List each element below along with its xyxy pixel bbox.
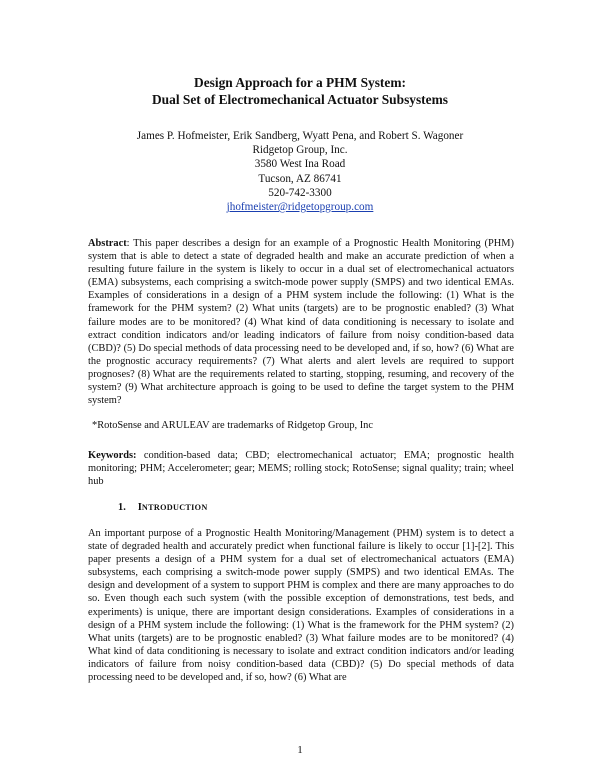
section-title-initial: I: [137, 502, 142, 513]
title-line-1: Design Approach for a PHM System:: [194, 75, 406, 90]
author-phone: 520-742-3300: [268, 186, 332, 199]
page-number: 1: [297, 744, 303, 756]
paper-title: [0, 74, 600, 108]
title-line-2: Dual Set of Electromechanical Actuator Subsystems: [152, 92, 448, 107]
keywords-label: Keywords:: [88, 450, 137, 461]
keywords-text: condition-based data; CBD; electromechanical actuator; EMA; prognostic health monitoring; PHM; Accelerometer; gear; MEMS; rolling stock; RotoSense; signal quality; train; wheel hub: [88, 450, 514, 488]
section-title-rest: NTRODUCTION: [141, 503, 208, 512]
introduction-paragraph: An important purpose of a Prognostic Health Monitoring/Management (PHM) system is to detect a state of degraded health and accurately predict when functional failure is likely to occur [1]-[2]. This paper presents a design of a PHM system for a dual set of electromechanical actuators (EMA) subsystems, each comprising a switch-mode power supply (SMPS) and two identical EMAs. The design and development of a system to support PHM is complex and there are many approaches to do so. Even though each such system (with the possible exception of demonstrations, test beds, and experiments) is unique, there are important design considerations. Examples of considerations in a design of a PHM system include the following: (1) What is the framework for the PHM system? (2) What units (targets) are to be prognostic enabled? (3) What failure modes are to be monitored? (4) What kind of data conditioning is necessary to isolate and extract condition indicators and/or leading indicators of failure from noisy condition-based data (CBD)? (5) Do special methods of data processing need to be developed and, if so, how? (6) What are: [88, 528, 514, 684]
author-email-link[interactable]: jhofmeister@ridgetopgroup.com: [226, 201, 374, 214]
author-city: Tucson, AZ 86741: [258, 172, 342, 185]
abstract-text: : This paper describes a design for an example of a Prognostic Health Monitoring (PHM) system that is able to detect a state of degraded health and make an accurate prediction of when a resulting future failure in the system is likely to occur in a dual set of electromechanical actuators (EMA) subsystems, each comprising a switch-mode power supply (SMPS) and two identical EMAs. Examples of considerations in a design of a PHM system include the following: (1) What is the framework for the PHM system? (2) What units (targets) are to be prognostic enabled? (3) What failure modes are to be monitored? (4) What kind of data conditioning is necessary to isolate and extract condition indicators and/or leading indicators of failure from noisy condition-based data (CBD)? (5) Do special methods of data processing need to be developed and, if so, how? (6) What are the prognostic accuracy requirements? (7) What alerts and alert levels are required to support prognoses? (8) What are the requirements related to starting, stopping, resuming, and recovery of the system? (9) What architecture approach is going to be used to define the target system to the PHM system?: [88, 238, 514, 407]
abstract-label: Abstract: [88, 238, 127, 249]
abstract-paragraph: [88, 237, 514, 407]
keywords-paragraph: [88, 449, 514, 488]
author-block: [0, 129, 600, 214]
author-organization: Ridgetop Group, Inc.: [252, 144, 348, 157]
author-street: 3580 West Ina Road: [254, 158, 346, 171]
author-names: James P. Hofmeister, Erik Sandberg, Wyatt Pena, and Robert S. Wagoner: [136, 130, 464, 142]
section-number: 1.: [118, 502, 126, 513]
section-heading-introduction: [118, 502, 208, 513]
trademark-note: *RotoSense and ARULEAV are trademarks of Ridgetop Group, Inc: [92, 420, 373, 431]
